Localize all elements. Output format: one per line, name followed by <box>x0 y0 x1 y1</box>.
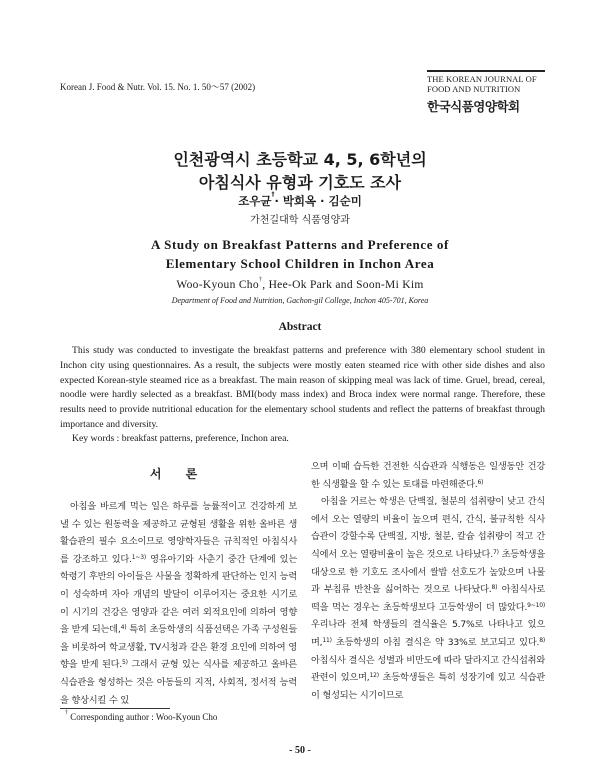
intro-text: 아침식사로 떡을 먹는 경우는 초등학생보다 고등학생이 더 많았다. <box>311 584 545 613</box>
citation: 1~3) <box>131 553 146 561</box>
authors-korean-rest: · 박희옥 · 김순미 <box>274 194 362 208</box>
intro-text: 아침을 바르게 먹는 일은 하루를 능률적이고 건강하게 보낼 수 있는 원동력을 제공하고 균형된 생활을 위한 올바른 생활습관의 필수 요소이므로 영양학자들은 규칙적인 아침식사를 강조하고 있다. <box>60 501 297 565</box>
citation: 6) <box>477 478 484 486</box>
intro-text: 우리나라 전체 학생들의 결식율은 5.7%로 나타나고 있으며, <box>311 619 545 648</box>
intro-paragraph-2 <box>311 493 545 704</box>
keywords: Key words : breakfast patterns, preference, Inchon area. <box>72 433 289 444</box>
journal-reference: Korean J. Food & Nutr. Vol. 15. No. 1. 50～57 (2002) <box>60 82 256 92</box>
journal-name-en-line1: THE KOREAN JOURNAL OF <box>427 74 537 84</box>
affiliation-korean: 가천길대학 식품영양과 <box>250 215 350 226</box>
footnote-text: Corresponding author : Woo-Kyoun Cho <box>70 712 218 722</box>
authors-english-rest: , Hee-Ok Park and Soon-Mi Kim <box>262 279 424 291</box>
title-korean-line1: 인천광역시 초등학교 4, 5, 6학년의 <box>173 150 427 169</box>
intro-paragraph-1 <box>60 498 297 709</box>
intro-text: 초등학생을 대상으로 한 기호도 조사에서 쌀밥 선호도가 높았으며 나물과 부침류 반찬을 싫어하는 것으로 나타났다. <box>311 548 545 596</box>
citation: 4) <box>120 624 127 632</box>
footnote <box>65 712 217 722</box>
author-english-first: Woo-Kyoun Cho <box>176 279 259 291</box>
body-column-left <box>60 498 297 709</box>
intro-text: 으며 이때 습득한 건전한 식습관과 식행동은 일생동안 건강한 식생활을 할 수 있는 토대를 마련해준다. <box>311 461 545 490</box>
journal-name-en-line2: FOOD AND NUTRITION <box>427 84 521 94</box>
citation: 5) <box>122 659 128 667</box>
authors-korean <box>0 193 600 209</box>
author-korean-first: 조우균 <box>238 194 272 208</box>
intro-text: 특히 초등학생의 식품선택은 가족 구성원들을 비롯하여 학교생활, TV시청과 같은 환경 요인에 의하여 영향을 받게 된다. <box>60 624 297 671</box>
intro-paragraph-1-cont <box>311 458 545 493</box>
title-english-line2: Elementary School Children in Inchon Area <box>165 256 435 271</box>
page-number: - 50 - <box>289 745 311 756</box>
footnote-dagger: † <box>65 710 68 716</box>
intro-text: 아침식사 결식은 성별과 비만도에 따라 달라지고 간식섭취와 관련이 있으며, <box>311 654 545 684</box>
title-english <box>0 235 600 273</box>
intro-text: 그래서 균형 있는 식사를 제공하고 올바른 식습관을 형성하는 것은 아동들의 지적, 사회적, 정서적 능력을 향상시킬 수 있 <box>60 659 297 706</box>
intro-text: 영유아기와 사춘기 중간 단계에 있는 학령기 후반의 아이들은 사물을 정확하게 판단하는 인지 능력이 성숙하며 자아 개념의 발달이 이루어지는 중요한 시기로 이 시기의 건강은 영양과 같은 여러 외적요인에 의하여 영향을 받게 되는데, <box>60 553 297 636</box>
body-column-right <box>311 458 545 704</box>
title-english-line1: A Study on Breakfast Patterns and Preference of <box>151 237 449 252</box>
citation: 8) <box>539 636 545 644</box>
citation: 11) <box>322 636 332 644</box>
section-heading-introduction: 서 론 <box>149 467 208 481</box>
title-korean-line2: 아침식사 유형과 기호도 조사 <box>198 173 402 192</box>
citation: 8) <box>491 584 498 592</box>
abstract-heading: Abstract <box>278 321 322 333</box>
title-korean <box>0 148 600 194</box>
footnote-divider <box>60 708 170 709</box>
corresponding-dagger: † <box>271 191 275 198</box>
citation: 9~10) <box>527 601 545 609</box>
citation: 7) <box>492 548 499 556</box>
journal-masthead <box>427 70 545 115</box>
abstract-text: This study was conducted to investigate the breakfast patterns and preference with 380 elementary school student in Inchon city using questionnaires. As a result, the subjects were mostly eaten steamed rice with other side dishes and also expected Korean-style steamed rice as a breakfast. The main reason of skipping meal was lack of time. Gruel, bread, cereal, noodle were hardly selected as a breakfast. BMI(body mass index) and Broca index were normal range. Therefore, these results need to provide nutritional education for the elementary school students and reflect the patterns of breakfast through importance and diversity. <box>60 345 545 430</box>
authors-english <box>0 279 600 291</box>
intro-text: 아침을 거르는 학생은 단백질, 철분의 섭취량이 낮고 간식에서 오는 열량의 비율이 높으며 편식, 간식, 불규칙한 식사 습관이 강할수록 단백질, 지방, 철분, 칼슘 섭취량이 적고 간식에서 오는 열량비율이 높은 것으로 나타났다. <box>311 496 545 560</box>
corresponding-dagger-en: † <box>258 277 263 283</box>
journal-name-kr: 한국식품영양학회 <box>427 99 520 114</box>
abstract-body <box>60 344 545 433</box>
affiliation-english: Department of Food and Nutrition, Gachon-gil College, Inchon 405-701, Korea <box>171 296 429 305</box>
citation: 12) <box>369 672 379 680</box>
intro-text: 초등학생의 아침 결식은 약 33%로 보고되고 있다. <box>331 636 540 648</box>
intro-text: 초등학생들은 특히 성장기에 있고 식습관이 형성되는 시기이므로 <box>311 672 545 701</box>
